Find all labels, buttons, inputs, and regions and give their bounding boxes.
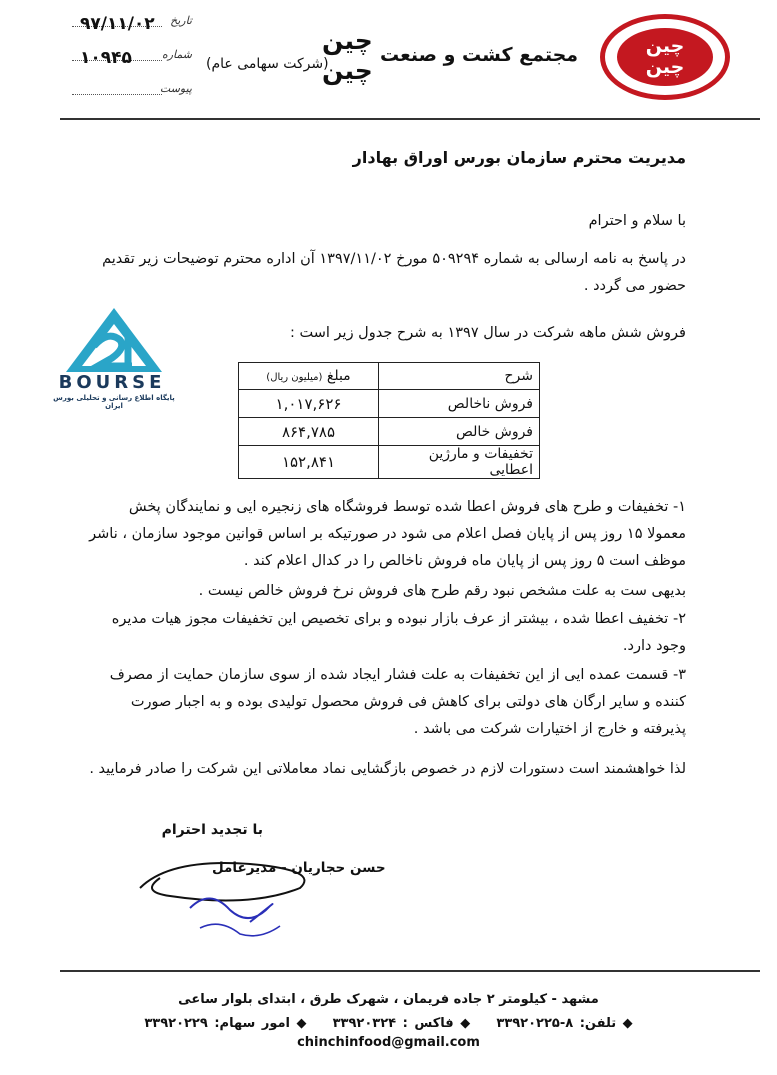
footer-divider [60,970,760,972]
table-row [239,418,540,446]
row-amount: ۱۵۲,۸۴۱ [239,446,379,479]
company-brand [322,26,373,86]
greeting: با سلام و احترام [588,213,686,229]
point-1-note: بدیهی ست به علت مشخص نبود رقم طرح های فروش نرخ فروش خالص نیست . [198,583,686,599]
diamond-icon: ◆ [622,1016,633,1031]
number-label: شماره [161,48,192,61]
attachment-label: پیوست [159,82,192,95]
table-row [239,446,540,479]
logo-text-top: چین [645,35,685,57]
table-row [239,390,540,418]
row-desc: فروش ناخالص [379,390,540,418]
header-amount-label: مبلغ [326,368,351,384]
logo-text-bottom: چین [645,56,685,78]
header-desc: شرح [379,363,540,390]
company-brand-top: چین [322,26,373,55]
header-amount [239,363,379,390]
attachment-field [72,82,192,102]
point-1: ۱- تخفیفات و طرح های فروش اعطا شده توسط فروشگاه های زنجیره ایی و نمایندگان پخش معمولا ۱۵ روز پس از پایان فصل اعلام می شود در صورتیکه بر اساس قوانین موجود سازمان ، ناشر موظف است ۵ روز پس از پایان ماه فروش ناخالص را در کدال اعلام کند . [89,499,686,569]
company-brand-bottom: چین [322,56,373,85]
signer-name: حسن حجاریان - مدیرعامل [212,860,386,876]
footer-contacts [0,1016,777,1031]
bourse-word: BOURSE [58,372,166,393]
intro-paragraph: در پاسخ به نامه ارسالی به شماره ۵۰۹۲۹۴ مورخ ۱۳۹۷/۱۱/۰۲ آن اداره محترم توضیحات زیر تقدیم حضور می گردد . [102,251,686,294]
number-value: ۱۰۹۴۵ [80,48,132,68]
diamond-icon: ◆ [296,1016,307,1031]
company-type: (شرکت سهامی عام) [206,56,329,72]
number-field [72,48,192,68]
row-desc: فروش خالص [379,418,540,446]
diamond-icon: ◆ [460,1016,471,1031]
header-unit: (میلیون ریال) [266,372,323,383]
date-field [72,14,192,34]
sales-table [238,362,540,479]
company-name: مجتمع کشت و صنعت [380,44,579,66]
row-desc: تخفیفات و مارژین اعطایی [379,446,540,479]
footer-shares: امور سهام: ۳۳۹۲۰۲۲۹ [144,1016,290,1031]
sign-regards: با تجدید احترام [161,822,263,838]
table-intro: فروش شش ماهه شرکت در سال ۱۳۹۷ به شرح جدول زیر است : [290,325,686,341]
footer-address: مشهد - کیلومتر ۲ جاده فریمان ، شهرک طرق ، ابتدای بلوار ساعی [178,992,599,1007]
footer-fax: فاکس : ۳۳۹۲۰۳۲۴ [332,1016,454,1031]
row-amount: ۸۶۴,۷۸۵ [239,418,379,446]
header-divider [60,118,760,120]
closing-paragraph: لذا خواهشمند است دستورات لازم در خصوص بازگشایی نماد معاملاتی این شرکت را صادر فرمایید . [89,761,686,777]
point-2: ۲- تخفیف اعطا شده ، بیشتر از عرف بازار نبوده و برای تخصیص این تخفیفات مجوز هیات مدیره وجود دارد. [111,611,686,654]
table-header-row [239,363,540,390]
signature-icon [130,848,330,944]
footer-email[interactable]: chinchinfood@gmail.com [297,1035,480,1050]
bourse-subtitle: پایگاه اطلاع رسانی و تحلیلی بورس ایران [53,394,175,410]
footer-phone: تلفن: ۸-۳۳۹۲۰۲۲۵ [496,1016,617,1031]
date-value: ۹۷/۱۱/۰۲ [80,14,155,34]
addressee: مدیریت محترم سازمان بورس اوراق بهادار [352,148,686,167]
row-amount: ۱,۰۱۷,۶۲۶ [239,390,379,418]
company-logo [600,14,730,100]
point-3: ۳- قسمت عمده ایی از این تخفیفات به علت فشار ایجاد شده از سوی سازمان حمایت از مصرف کننده و سایر ارگان های دولتی برای کاهش فی فروش محصول تولیدی بوده و به اجبار صورت پذیرفته و خارج از اختیارات شرکت می باشد . [109,667,686,737]
date-label: تاریخ [170,14,192,27]
